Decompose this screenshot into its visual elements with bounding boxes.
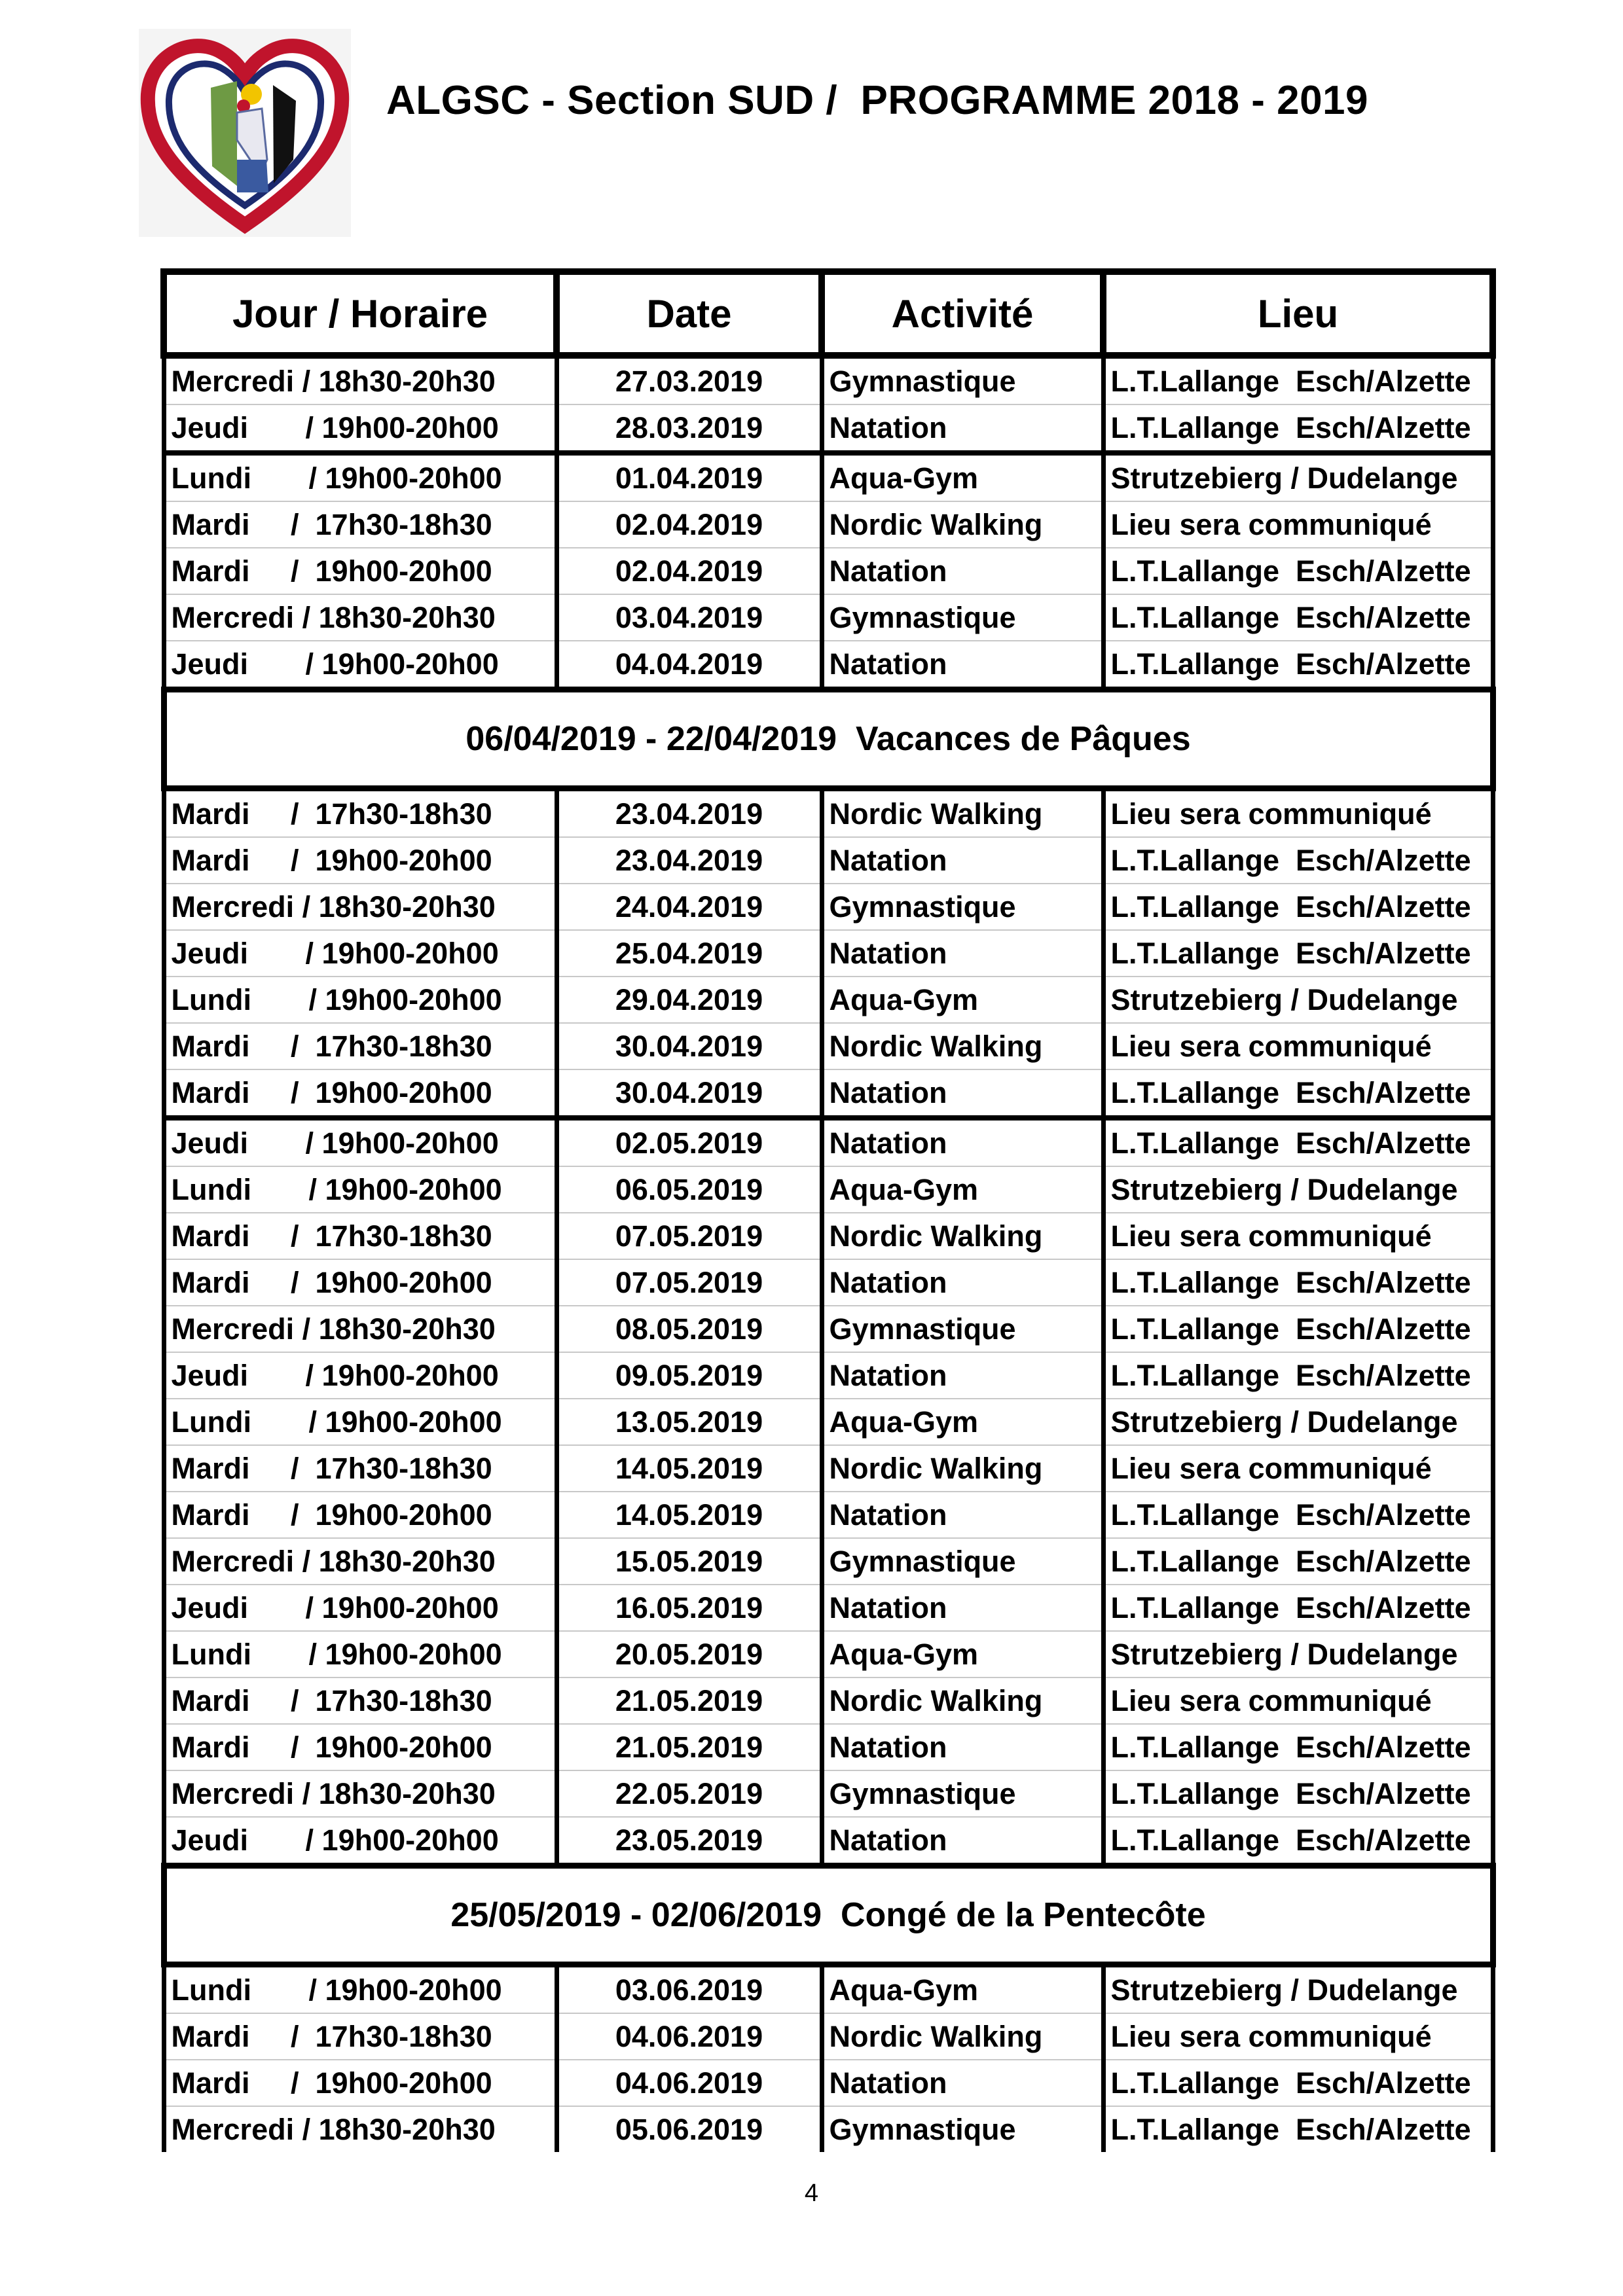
table-row bbox=[164, 930, 1493, 977]
place-cell: Strutzebierg / Dudelange bbox=[1103, 977, 1493, 1023]
column-header-place: Lieu bbox=[1103, 272, 1493, 355]
activity-cell: Nordic Walking bbox=[822, 1445, 1103, 1492]
place-cell: L.T.Lallange Esch/Alzette bbox=[1103, 1817, 1493, 1866]
place-cell: Strutzebierg / Dudelange bbox=[1103, 1965, 1493, 2014]
day-time-cell: Mercredi / 18h30-20h30 bbox=[164, 594, 556, 641]
activity-cell: Gymnastique bbox=[822, 2106, 1103, 2152]
date-cell: 04.06.2019 bbox=[556, 2060, 822, 2106]
place-cell: L.T.Lallange Esch/Alzette bbox=[1103, 1352, 1493, 1399]
table-row bbox=[164, 1585, 1493, 1631]
place-cell: Lieu sera communiqué bbox=[1103, 1023, 1493, 1069]
day-time-cell: Lundi / 19h00-20h00 bbox=[164, 1631, 556, 1677]
table-row bbox=[164, 789, 1493, 838]
day-time-cell: Jeudi / 19h00-20h00 bbox=[164, 1585, 556, 1631]
day-time-cell: Mardi / 17h30-18h30 bbox=[164, 1213, 556, 1259]
date-cell: 24.04.2019 bbox=[556, 884, 822, 930]
day-time-cell: Mardi / 19h00-20h00 bbox=[164, 548, 556, 594]
activity-cell: Gymnastique bbox=[822, 594, 1103, 641]
activity-cell: Gymnastique bbox=[822, 1770, 1103, 1817]
table-row bbox=[164, 548, 1493, 594]
place-cell: L.T.Lallange Esch/Alzette bbox=[1103, 548, 1493, 594]
date-cell: 15.05.2019 bbox=[556, 1538, 822, 1585]
activity-cell: Gymnastique bbox=[822, 1306, 1103, 1352]
place-cell: Strutzebierg / Dudelange bbox=[1103, 1399, 1493, 1445]
date-cell: 06.05.2019 bbox=[556, 1166, 822, 1213]
day-time-cell: Jeudi / 19h00-20h00 bbox=[164, 1118, 556, 1166]
place-cell: L.T.Lallange Esch/Alzette bbox=[1103, 1118, 1493, 1166]
day-time-cell: Mardi / 19h00-20h00 bbox=[164, 1069, 556, 1118]
day-time-cell: Lundi / 19h00-20h00 bbox=[164, 1965, 556, 2014]
table-row bbox=[164, 1770, 1493, 1817]
table-row bbox=[164, 1213, 1493, 1259]
place-cell: L.T.Lallange Esch/Alzette bbox=[1103, 404, 1493, 453]
activity-cell: Natation bbox=[822, 930, 1103, 977]
table-row bbox=[164, 1538, 1493, 1585]
activity-cell: Natation bbox=[822, 641, 1103, 690]
place-cell: L.T.Lallange Esch/Alzette bbox=[1103, 2060, 1493, 2106]
table-row bbox=[164, 1306, 1493, 1352]
table-row bbox=[164, 1399, 1493, 1445]
table-row bbox=[164, 1259, 1493, 1306]
activity-cell: Aqua-Gym bbox=[822, 1965, 1103, 2014]
table-row bbox=[164, 1817, 1493, 1866]
day-time-cell: Mardi / 17h30-18h30 bbox=[164, 2013, 556, 2060]
place-cell: L.T.Lallange Esch/Alzette bbox=[1103, 1492, 1493, 1538]
activity-cell: Natation bbox=[822, 1724, 1103, 1770]
date-cell: 23.05.2019 bbox=[556, 1817, 822, 1866]
day-time-cell: Jeudi / 19h00-20h00 bbox=[164, 1352, 556, 1399]
day-time-cell: Mardi / 19h00-20h00 bbox=[164, 2060, 556, 2106]
page-title: ALGSC - Section SUD / PROGRAMME 2018 - 2019 bbox=[386, 78, 1369, 123]
holiday-banner: 25/05/2019 - 02/06/2019 Congé de la Pentecôte bbox=[164, 1866, 1493, 1965]
activity-cell: Natation bbox=[822, 2060, 1103, 2106]
table-row bbox=[164, 2106, 1493, 2152]
day-time-cell: Jeudi / 19h00-20h00 bbox=[164, 930, 556, 977]
table-row bbox=[164, 355, 1493, 404]
activity-cell: Natation bbox=[822, 1259, 1103, 1306]
place-cell: L.T.Lallange Esch/Alzette bbox=[1103, 930, 1493, 977]
activity-cell: Nordic Walking bbox=[822, 789, 1103, 838]
place-cell: Strutzebierg / Dudelange bbox=[1103, 1631, 1493, 1677]
date-cell: 14.05.2019 bbox=[556, 1492, 822, 1538]
day-time-cell: Mardi / 19h00-20h00 bbox=[164, 1492, 556, 1538]
place-cell: L.T.Lallange Esch/Alzette bbox=[1103, 1585, 1493, 1631]
activity-cell: Nordic Walking bbox=[822, 501, 1103, 548]
day-time-cell: Lundi / 19h00-20h00 bbox=[164, 1166, 556, 1213]
date-cell: 02.04.2019 bbox=[556, 501, 822, 548]
date-cell: 30.04.2019 bbox=[556, 1023, 822, 1069]
day-time-cell: Mercredi / 18h30-20h30 bbox=[164, 1306, 556, 1352]
activity-cell: Gymnastique bbox=[822, 1538, 1103, 1585]
holiday-banner-row bbox=[164, 690, 1493, 789]
place-cell: Lieu sera communiqué bbox=[1103, 1445, 1493, 1492]
place-cell: L.T.Lallange Esch/Alzette bbox=[1103, 1538, 1493, 1585]
activity-cell: Natation bbox=[822, 548, 1103, 594]
date-cell: 07.05.2019 bbox=[556, 1213, 822, 1259]
date-cell: 09.05.2019 bbox=[556, 1352, 822, 1399]
place-cell: L.T.Lallange Esch/Alzette bbox=[1103, 594, 1493, 641]
table-row bbox=[164, 641, 1493, 690]
place-cell: L.T.Lallange Esch/Alzette bbox=[1103, 355, 1493, 404]
place-cell: Lieu sera communiqué bbox=[1103, 2013, 1493, 2060]
day-time-cell: Jeudi / 19h00-20h00 bbox=[164, 641, 556, 690]
activity-cell: Nordic Walking bbox=[822, 1023, 1103, 1069]
activity-cell: Natation bbox=[822, 837, 1103, 884]
date-cell: 03.04.2019 bbox=[556, 594, 822, 641]
day-time-cell: Lundi / 19h00-20h00 bbox=[164, 1399, 556, 1445]
date-cell: 03.06.2019 bbox=[556, 1965, 822, 2014]
day-time-cell: Mardi / 17h30-18h30 bbox=[164, 501, 556, 548]
activity-cell: Natation bbox=[822, 404, 1103, 453]
date-cell: 04.06.2019 bbox=[556, 2013, 822, 2060]
day-time-cell: Mardi / 17h30-18h30 bbox=[164, 1677, 556, 1724]
table-row bbox=[164, 453, 1493, 501]
place-cell: L.T.Lallange Esch/Alzette bbox=[1103, 884, 1493, 930]
date-cell: 05.06.2019 bbox=[556, 2106, 822, 2152]
day-time-cell: Mardi / 19h00-20h00 bbox=[164, 1259, 556, 1306]
place-cell: Lieu sera communiqué bbox=[1103, 789, 1493, 838]
table-row bbox=[164, 1118, 1493, 1166]
activity-cell: Natation bbox=[822, 1817, 1103, 1866]
date-cell: 21.05.2019 bbox=[556, 1724, 822, 1770]
table-row bbox=[164, 1166, 1493, 1213]
table-row bbox=[164, 977, 1493, 1023]
activity-cell: Aqua-Gym bbox=[822, 1399, 1103, 1445]
day-time-cell: Mardi / 17h30-18h30 bbox=[164, 1445, 556, 1492]
date-cell: 14.05.2019 bbox=[556, 1445, 822, 1492]
column-header-day: Jour / Horaire bbox=[164, 272, 556, 355]
table-row bbox=[164, 2013, 1493, 2060]
activity-cell: Nordic Walking bbox=[822, 2013, 1103, 2060]
date-cell: 28.03.2019 bbox=[556, 404, 822, 453]
page-number: 4 bbox=[804, 2179, 819, 2207]
table-row bbox=[164, 1677, 1493, 1724]
table-row bbox=[164, 1724, 1493, 1770]
table-header-row bbox=[164, 272, 1493, 355]
table-row bbox=[164, 1445, 1493, 1492]
table-row bbox=[164, 1023, 1493, 1069]
place-cell: L.T.Lallange Esch/Alzette bbox=[1103, 1259, 1493, 1306]
activity-cell: Aqua-Gym bbox=[822, 453, 1103, 501]
day-time-cell: Mardi / 19h00-20h00 bbox=[164, 1724, 556, 1770]
date-cell: 22.05.2019 bbox=[556, 1770, 822, 1817]
day-time-cell: Mercredi / 18h30-20h30 bbox=[164, 1538, 556, 1585]
day-time-cell: Lundi / 19h00-20h00 bbox=[164, 977, 556, 1023]
place-cell: Strutzebierg / Dudelange bbox=[1103, 453, 1493, 501]
place-cell: L.T.Lallange Esch/Alzette bbox=[1103, 641, 1493, 690]
place-cell: L.T.Lallange Esch/Alzette bbox=[1103, 1770, 1493, 1817]
column-header-date: Date bbox=[556, 272, 822, 355]
date-cell: 29.04.2019 bbox=[556, 977, 822, 1023]
day-time-cell: Jeudi / 19h00-20h00 bbox=[164, 404, 556, 453]
day-time-cell: Mercredi / 18h30-20h30 bbox=[164, 884, 556, 930]
place-cell: L.T.Lallange Esch/Alzette bbox=[1103, 2106, 1493, 2152]
table-row bbox=[164, 837, 1493, 884]
place-cell: Strutzebierg / Dudelange bbox=[1103, 1166, 1493, 1213]
place-cell: Lieu sera communiqué bbox=[1103, 501, 1493, 548]
table-row bbox=[164, 1492, 1493, 1538]
activity-cell: Nordic Walking bbox=[822, 1213, 1103, 1259]
table-row bbox=[164, 404, 1493, 453]
day-time-cell: Jeudi / 19h00-20h00 bbox=[164, 1817, 556, 1866]
date-cell: 23.04.2019 bbox=[556, 789, 822, 838]
column-header-activity: Activité bbox=[822, 272, 1103, 355]
date-cell: 08.05.2019 bbox=[556, 1306, 822, 1352]
heart-logo-icon bbox=[139, 29, 351, 237]
date-cell: 13.05.2019 bbox=[556, 1399, 822, 1445]
schedule-body bbox=[164, 355, 1493, 2152]
table-row bbox=[164, 1965, 1493, 2014]
activity-cell: Natation bbox=[822, 1352, 1103, 1399]
activity-cell: Natation bbox=[822, 1492, 1103, 1538]
day-time-cell: Mercredi / 18h30-20h30 bbox=[164, 2106, 556, 2152]
activity-cell: Natation bbox=[822, 1585, 1103, 1631]
day-time-cell: Mercredi / 18h30-20h30 bbox=[164, 1770, 556, 1817]
date-cell: 02.05.2019 bbox=[556, 1118, 822, 1166]
table-row bbox=[164, 1631, 1493, 1677]
date-cell: 23.04.2019 bbox=[556, 837, 822, 884]
table-row bbox=[164, 501, 1493, 548]
day-time-cell: Mardi / 17h30-18h30 bbox=[164, 1023, 556, 1069]
activity-cell: Aqua-Gym bbox=[822, 1631, 1103, 1677]
date-cell: 20.05.2019 bbox=[556, 1631, 822, 1677]
place-cell: L.T.Lallange Esch/Alzette bbox=[1103, 1724, 1493, 1770]
activity-cell: Natation bbox=[822, 1118, 1103, 1166]
place-cell: Lieu sera communiqué bbox=[1103, 1677, 1493, 1724]
holiday-banner-row bbox=[164, 1866, 1493, 1965]
table-row bbox=[164, 594, 1493, 641]
activity-cell: Aqua-Gym bbox=[822, 1166, 1103, 1213]
table-row bbox=[164, 2060, 1493, 2106]
date-cell: 30.04.2019 bbox=[556, 1069, 822, 1118]
day-time-cell: Mardi / 19h00-20h00 bbox=[164, 837, 556, 884]
place-cell: L.T.Lallange Esch/Alzette bbox=[1103, 837, 1493, 884]
date-cell: 02.04.2019 bbox=[556, 548, 822, 594]
activity-cell: Natation bbox=[822, 1069, 1103, 1118]
place-cell: L.T.Lallange Esch/Alzette bbox=[1103, 1069, 1493, 1118]
day-time-cell: Mercredi / 18h30-20h30 bbox=[164, 355, 556, 404]
date-cell: 04.04.2019 bbox=[556, 641, 822, 690]
activity-cell: Gymnastique bbox=[822, 884, 1103, 930]
table-row bbox=[164, 1069, 1493, 1118]
holiday-banner: 06/04/2019 - 22/04/2019 Vacances de Pâques bbox=[164, 690, 1493, 789]
table-row bbox=[164, 1352, 1493, 1399]
date-cell: 21.05.2019 bbox=[556, 1677, 822, 1724]
day-time-cell: Lundi / 19h00-20h00 bbox=[164, 453, 556, 501]
date-cell: 27.03.2019 bbox=[556, 355, 822, 404]
date-cell: 25.04.2019 bbox=[556, 930, 822, 977]
activity-cell: Aqua-Gym bbox=[822, 977, 1103, 1023]
activity-cell: Gymnastique bbox=[822, 355, 1103, 404]
place-cell: Lieu sera communiqué bbox=[1103, 1213, 1493, 1259]
place-cell: L.T.Lallange Esch/Alzette bbox=[1103, 1306, 1493, 1352]
date-cell: 01.04.2019 bbox=[556, 453, 822, 501]
date-cell: 07.05.2019 bbox=[556, 1259, 822, 1306]
day-time-cell: Mardi / 17h30-18h30 bbox=[164, 789, 556, 838]
table-row bbox=[164, 884, 1493, 930]
schedule-table bbox=[160, 268, 1496, 2152]
date-cell: 16.05.2019 bbox=[556, 1585, 822, 1631]
activity-cell: Nordic Walking bbox=[822, 1677, 1103, 1724]
